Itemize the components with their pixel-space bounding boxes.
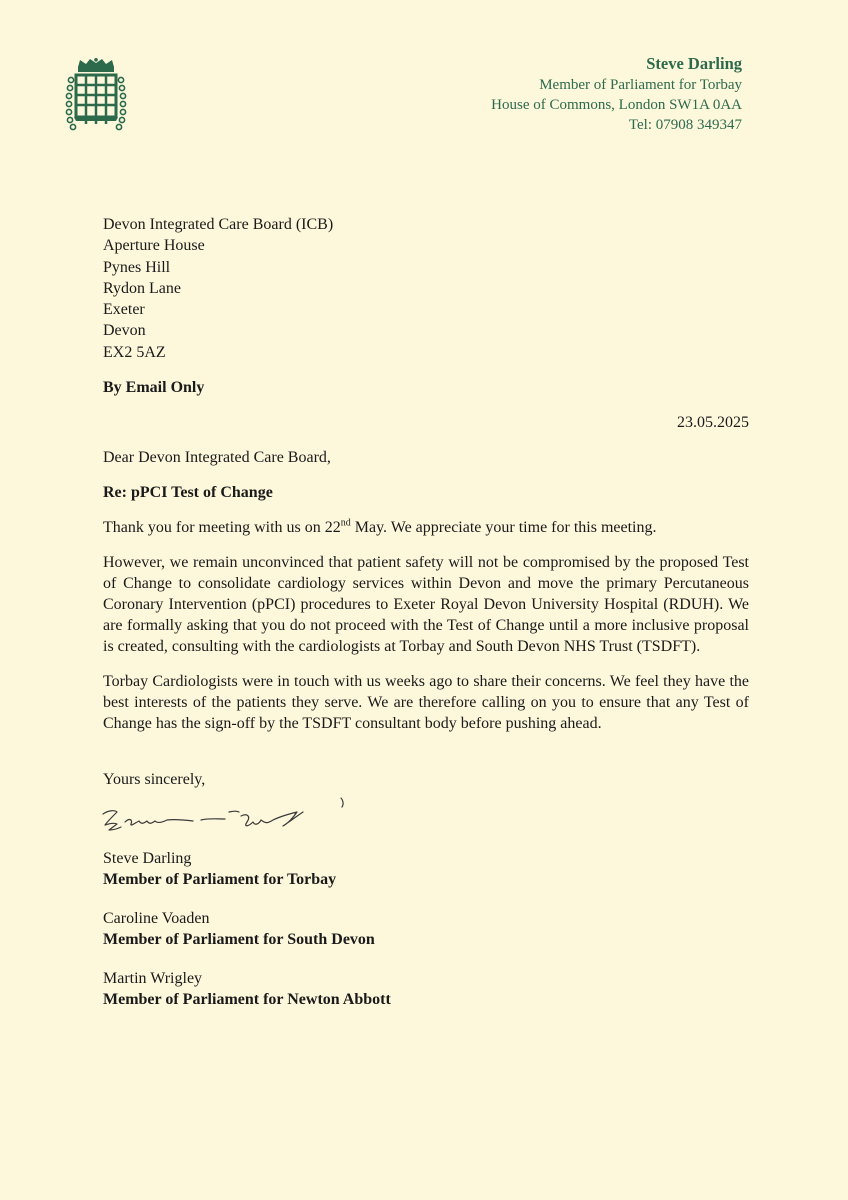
- signatory-block: [103, 908, 749, 950]
- letter-date: 23.05.2025: [677, 414, 749, 432]
- recipient-line: Rydon Lane: [103, 279, 182, 297]
- signatory-block: [103, 968, 749, 1010]
- recipient-line: Pynes Hill: [103, 258, 171, 276]
- signatory-name: Caroline Voaden: [103, 910, 210, 928]
- recipient-line: EX2 5AZ: [103, 343, 166, 361]
- sender-address: House of Commons, London SW1A 0AA: [491, 97, 742, 113]
- paragraph-2: However, we remain unconvinced that patient safety will not be compromised by the proposed Test of Change to consolidate cardiology services within Devon and move the primary Percutaneous Coronary Intervention (pPCI) procedures to Exeter Royal Devon University Hospital (RDUH). We are formally asking that you do not proceed with the Test of Change until a more inclusive proposal is created, consulting with the cardiologists at Torbay and South Devon NHS Trust (TSDFT).: [103, 554, 749, 656]
- sender-title: Member of Parliament for Torbay: [539, 77, 742, 93]
- closing: Yours sincerely,: [103, 771, 206, 789]
- signatory-role: Member of Parliament for Newton Abbott: [103, 991, 391, 1009]
- paragraph-3: Torbay Cardiologists were in touch with us weeks ago to share their concerns. We feel they have the best interests of the patients they serve. We are therefore calling on you to ensure that any Test of Change has the sign-off by the TSDFT consultant body before pushing ahead.: [103, 673, 749, 733]
- paragraph-1-text-end: May. We appreciate your time for this meeting.: [350, 519, 657, 537]
- letterhead: [491, 53, 742, 135]
- recipient-line: Aperture House: [103, 237, 205, 255]
- signatory-role: Member of Parliament for Torbay: [103, 871, 337, 889]
- signatory-name: Martin Wrigley: [103, 970, 203, 988]
- sender-name: Steve Darling: [646, 54, 742, 73]
- sender-phone: Tel: 07908 349347: [628, 117, 742, 133]
- signatory-name: Steve Darling: [103, 850, 192, 868]
- subject-line: Re: pPCI Test of Change: [103, 484, 273, 502]
- paragraph-1-text: Thank you for meeting with us on 22: [103, 519, 341, 537]
- recipient-line: Devon Integrated Care Board (ICB): [103, 216, 334, 233]
- ordinal-suffix: nd: [340, 517, 351, 529]
- paragraph-1: [103, 517, 749, 538]
- signatory-block: [103, 848, 749, 890]
- recipient-line: Devon: [103, 322, 146, 340]
- signatory-role: Member of Parliament for South Devon: [103, 931, 375, 949]
- delivery-note: By Email Only: [103, 379, 205, 397]
- signature-image: [97, 790, 357, 840]
- letter-body: [103, 214, 749, 1010]
- recipient-address: [103, 214, 749, 363]
- portcullis-icon: [64, 58, 128, 132]
- recipient-line: Exeter: [103, 301, 145, 319]
- salutation: Dear Devon Integrated Care Board,: [103, 449, 331, 467]
